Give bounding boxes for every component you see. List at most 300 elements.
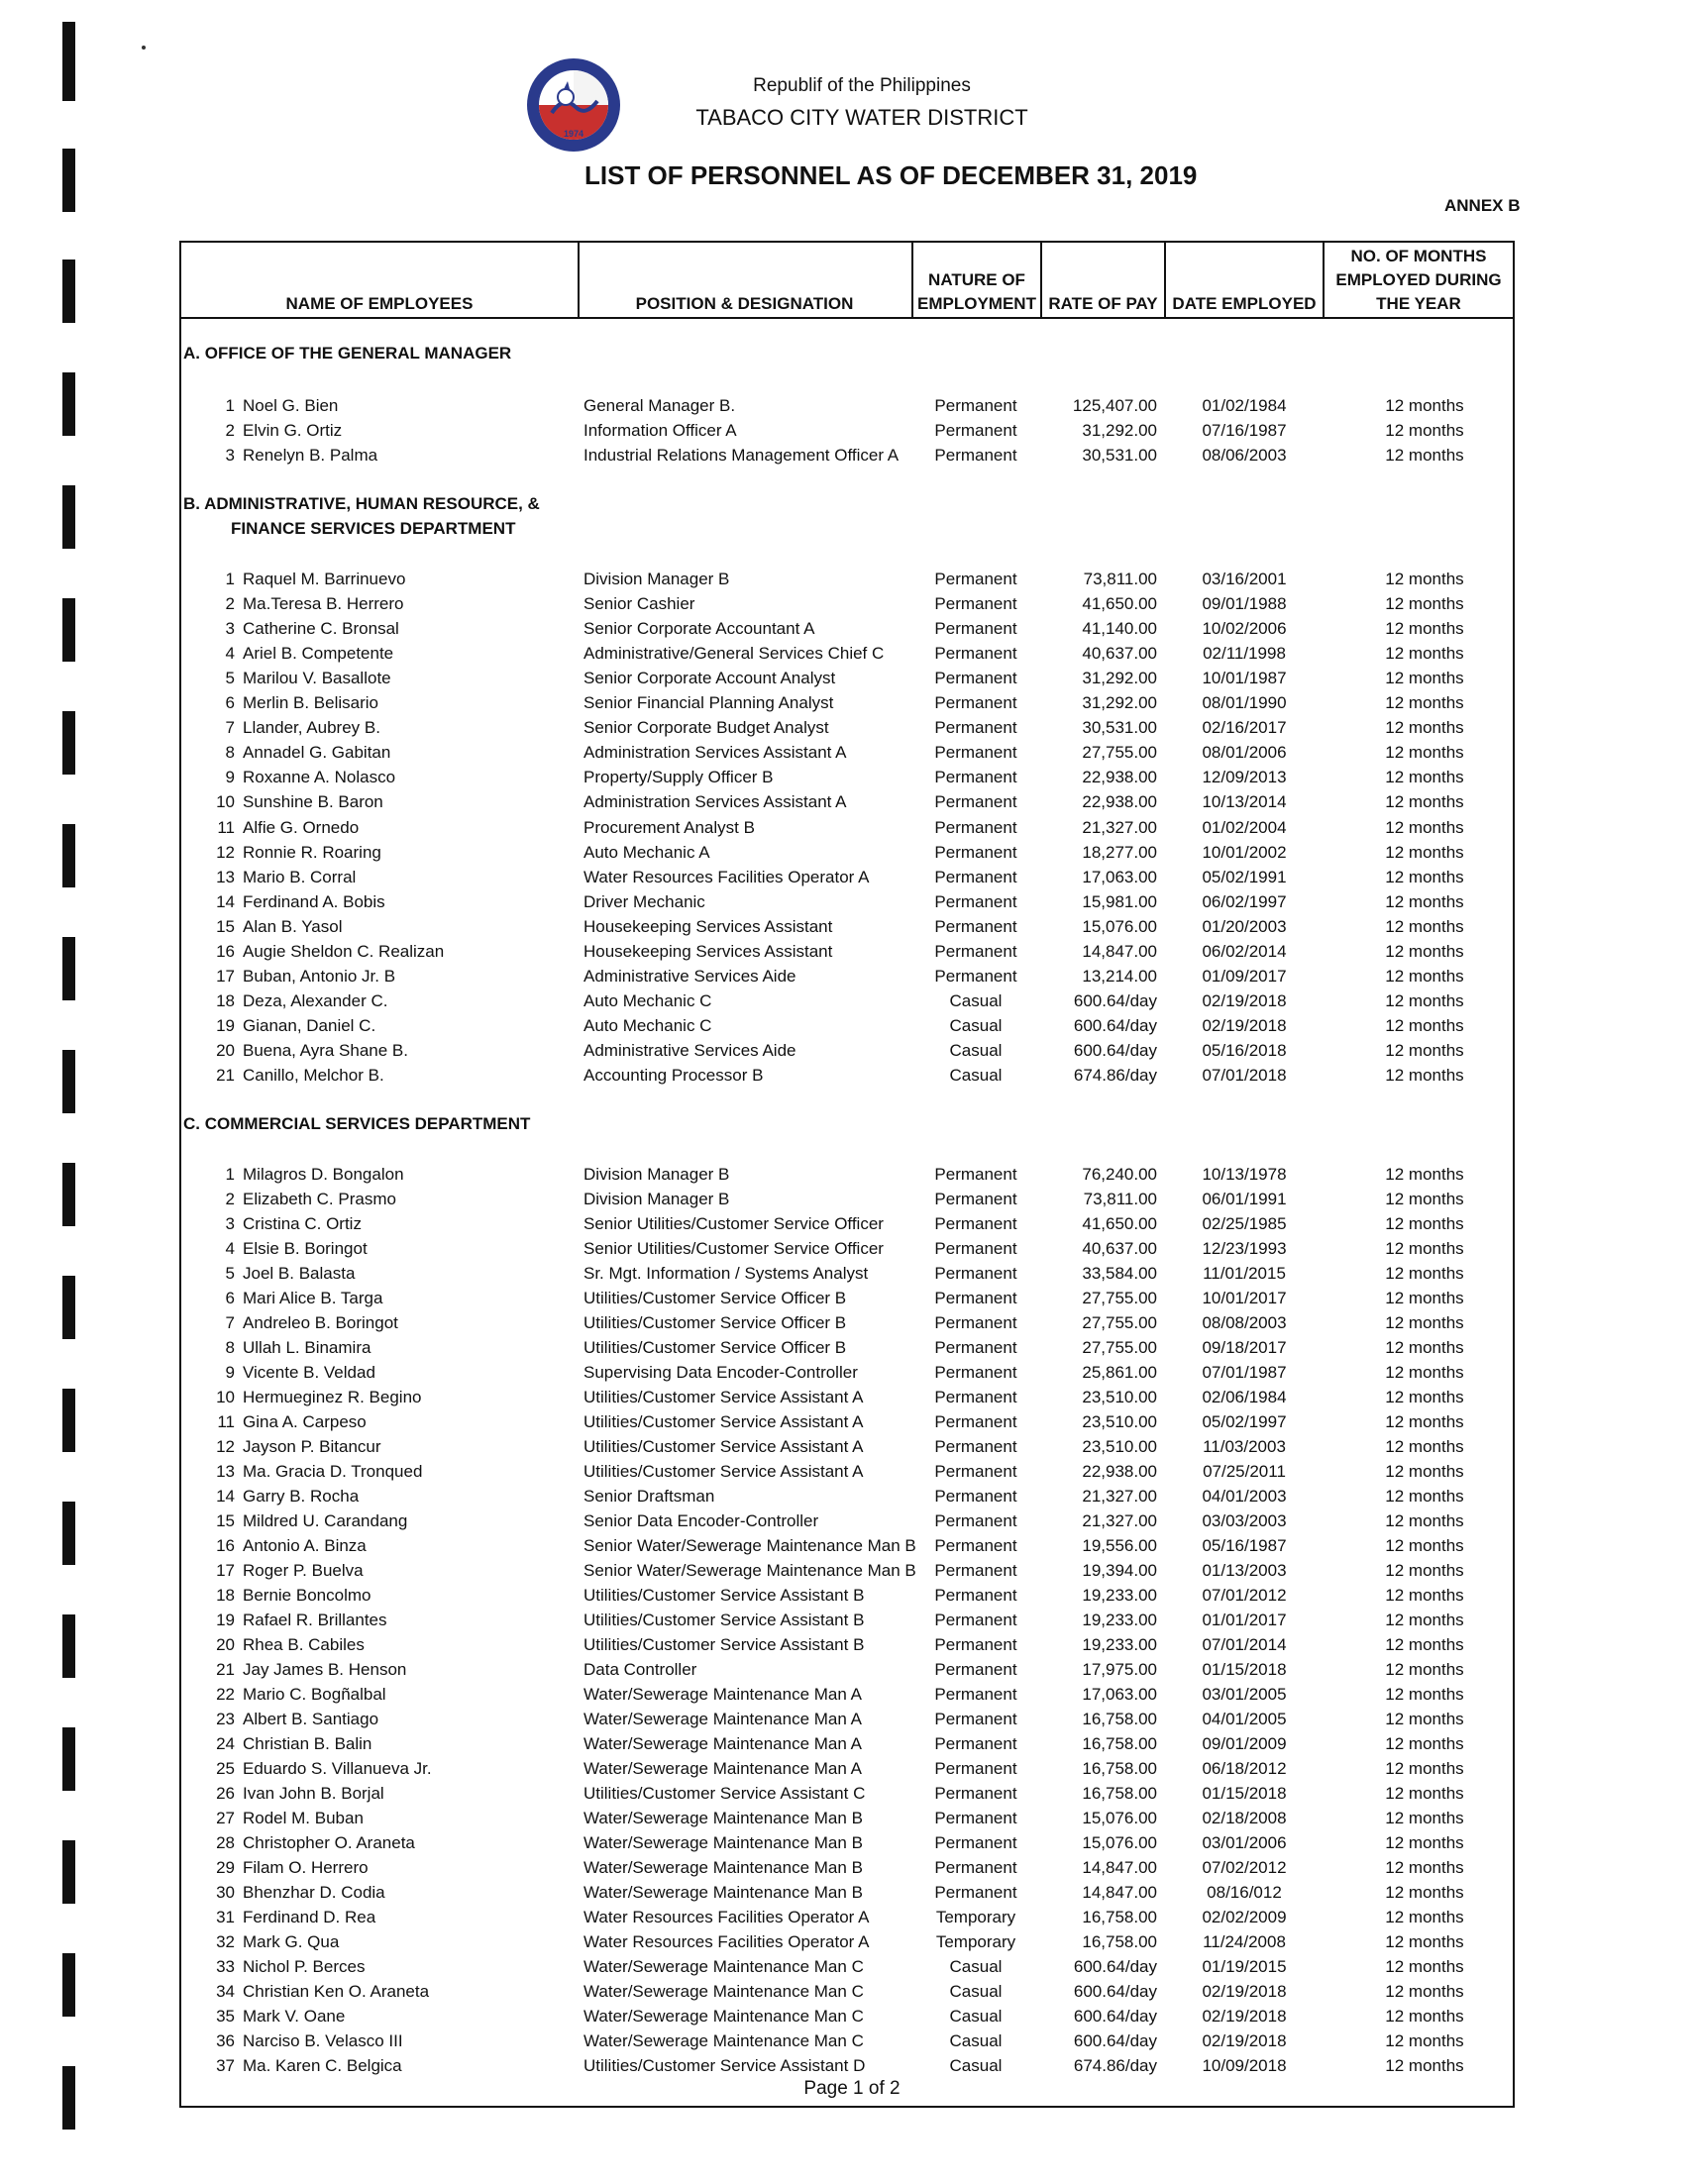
rate-of-pay: 600.64/day — [1073, 1982, 1157, 2001]
employment-nature: Permanent — [934, 644, 1017, 664]
rate-of-pay: 21,327.00 — [1082, 817, 1157, 837]
row-number: 2 — [225, 594, 235, 614]
position: Division Manager B — [583, 1190, 730, 1208]
rate-of-pay: 40,637.00 — [1082, 644, 1157, 664]
employment-nature: Permanent — [934, 1759, 1017, 1778]
employment-nature: Casual — [949, 1066, 1003, 1085]
employment-nature: Permanent — [934, 916, 1017, 936]
months-employed: 12 months — [1385, 2031, 1464, 2050]
employee-name: Llander, Aubrey B. — [243, 718, 380, 738]
row-number: 10 — [216, 1388, 235, 1406]
months-employed: 12 months — [1385, 1759, 1464, 1778]
date-employed: 01/15/2018 — [1202, 1660, 1287, 1679]
rate-of-pay: 22,938.00 — [1082, 792, 1157, 812]
rate-of-pay: 19,556.00 — [1082, 1536, 1157, 1555]
date-employed: 03/03/2003 — [1202, 1511, 1287, 1530]
rate-of-pay: 674.86/day — [1073, 2056, 1157, 2075]
rate-of-pay: 73,811.00 — [1083, 1190, 1157, 1208]
employee-name: Garry B. Rocha — [243, 1487, 360, 1506]
water-district-logo — [523, 55, 624, 155]
position: Procurement Analyst B — [583, 817, 755, 837]
rate-of-pay: 31,292.00 — [1082, 693, 1157, 713]
employment-nature: Permanent — [934, 1313, 1017, 1332]
date-employed: 07/01/1987 — [1202, 1363, 1287, 1382]
employment-nature: Permanent — [934, 1586, 1017, 1605]
position: Housekeeping Services Assistant — [583, 916, 833, 936]
employee-name: Gianan, Daniel C. — [243, 1015, 376, 1035]
employee-name: Buena, Ayra Shane B. — [243, 1040, 408, 1060]
scan-mark — [62, 22, 75, 101]
employee-name: Christopher O. Araneta — [243, 1833, 415, 1852]
row-number: 12 — [216, 842, 235, 862]
employee-name: Elizabeth C. Prasmo — [243, 1190, 396, 1208]
scan-mark — [62, 1276, 75, 1339]
date-employed: 02/16/2017 — [1202, 718, 1287, 738]
col-header-rate: RATE OF PAY — [1048, 294, 1158, 313]
months-employed: 12 months — [1385, 743, 1464, 763]
rate-of-pay: 600.64/day — [1073, 2031, 1157, 2050]
scan-mark — [62, 1163, 75, 1226]
position: Senior Corporate Budget Analyst — [583, 718, 829, 738]
employee-name: Andreleo B. Boringot — [243, 1313, 398, 1332]
date-employed: 08/06/2003 — [1202, 446, 1287, 465]
position: Division Manager B — [583, 1165, 730, 1184]
rate-of-pay: 27,755.00 — [1082, 1289, 1157, 1307]
row-number: 19 — [216, 1015, 235, 1035]
employment-nature: Permanent — [934, 867, 1017, 886]
date-employed: 01/19/2015 — [1202, 1957, 1287, 1976]
position: Auto Mechanic C — [583, 990, 712, 1010]
row-number: 15 — [216, 1511, 235, 1530]
employment-nature: Permanent — [934, 1710, 1017, 1728]
months-employed: 12 months — [1385, 1586, 1464, 1605]
employee-name: Christian B. Balin — [243, 1734, 372, 1753]
employee-name: Bhenzhar D. Codia — [243, 1883, 385, 1902]
employment-nature: Permanent — [934, 891, 1017, 911]
date-employed: 07/01/2012 — [1202, 1586, 1287, 1605]
row-number: 29 — [216, 1858, 235, 1877]
date-employed: 02/18/2008 — [1202, 1809, 1287, 1827]
row-number: 26 — [216, 1784, 235, 1803]
months-employed: 12 months — [1385, 891, 1464, 911]
date-employed: 07/01/2014 — [1202, 1635, 1287, 1654]
row-number: 1 — [225, 1165, 235, 1184]
rate-of-pay: 125,407.00 — [1072, 396, 1157, 415]
rate-of-pay: 31,292.00 — [1082, 669, 1157, 688]
rate-of-pay: 19,233.00 — [1082, 1611, 1157, 1629]
position: Utilities/Customer Service Officer B — [583, 1313, 847, 1332]
position: Senior Financial Planning Analyst — [583, 693, 834, 713]
employment-nature: Permanent — [934, 792, 1017, 812]
rate-of-pay: 15,076.00 — [1082, 916, 1157, 936]
position: Administrative Services Aide — [583, 966, 796, 986]
row-number: 16 — [216, 1536, 235, 1555]
months-employed: 12 months — [1385, 1611, 1464, 1629]
employee-name: Rhea B. Cabiles — [243, 1635, 365, 1654]
col-header-months-3: THE YEAR — [1376, 294, 1461, 313]
rate-of-pay: 23,510.00 — [1082, 1412, 1157, 1431]
months-employed: 12 months — [1385, 619, 1464, 639]
date-employed: 10/09/2018 — [1202, 2056, 1287, 2075]
row-number: 37 — [216, 2056, 235, 2075]
employee-name: Ma.Teresa B. Herrero — [243, 594, 404, 614]
rate-of-pay: 16,758.00 — [1082, 1734, 1157, 1753]
position: Utilities/Customer Service Assistant A — [583, 1437, 864, 1456]
months-employed: 12 months — [1385, 570, 1464, 588]
employment-nature: Permanent — [934, 1363, 1017, 1382]
employment-nature: Permanent — [934, 446, 1017, 465]
date-employed: 01/15/2018 — [1202, 1784, 1287, 1803]
row-number: 15 — [216, 916, 235, 936]
rate-of-pay: 19,394.00 — [1082, 1561, 1157, 1580]
employee-name: Canillo, Melchor B. — [243, 1066, 384, 1085]
date-employed: 05/16/1987 — [1202, 1536, 1287, 1555]
employment-nature: Permanent — [934, 941, 1017, 961]
position: Property/Supply Officer B — [583, 768, 774, 787]
col-header-months-2: EMPLOYED DURING — [1335, 270, 1502, 289]
employment-nature: Permanent — [934, 1214, 1017, 1233]
scan-mark — [62, 1502, 75, 1565]
date-employed: 04/01/2003 — [1202, 1487, 1287, 1506]
months-employed: 12 months — [1385, 1289, 1464, 1307]
row-number: 3 — [225, 619, 235, 639]
months-employed: 12 months — [1385, 1437, 1464, 1456]
rate-of-pay: 41,650.00 — [1082, 594, 1157, 614]
months-employed: 12 months — [1385, 1313, 1464, 1332]
employee-name: Ivan John B. Borjal — [243, 1784, 384, 1803]
employment-nature: Permanent — [934, 1858, 1017, 1877]
row-number: 32 — [216, 1932, 235, 1951]
position: Water/Sewerage Maintenance Man B — [583, 1883, 863, 1902]
date-employed: 06/18/2012 — [1202, 1759, 1287, 1778]
months-employed: 12 months — [1385, 817, 1464, 837]
scan-mark — [62, 260, 75, 323]
rate-of-pay: 18,277.00 — [1082, 842, 1157, 862]
scan-mark — [62, 149, 75, 212]
employment-nature: Permanent — [934, 842, 1017, 862]
row-number: 12 — [216, 1437, 235, 1456]
employee-name: Roxanne A. Nolasco — [243, 768, 396, 787]
date-employed: 08/16/012 — [1207, 1883, 1282, 1902]
row-number: 21 — [216, 1660, 235, 1679]
months-employed: 12 months — [1385, 1809, 1464, 1827]
row-number: 6 — [225, 1289, 235, 1307]
employment-nature: Temporary — [935, 1908, 1016, 1926]
months-employed: 12 months — [1385, 1635, 1464, 1654]
employee-name: Mario C. Bogñalbal — [243, 1685, 386, 1704]
employment-nature: Permanent — [934, 743, 1017, 763]
row-number: 13 — [216, 1462, 235, 1481]
rate-of-pay: 15,076.00 — [1082, 1809, 1157, 1827]
row-number: 14 — [216, 1487, 235, 1506]
employee-name: Ferdinand D. Rea — [243, 1908, 376, 1926]
months-employed: 12 months — [1385, 1462, 1464, 1481]
date-employed: 11/24/2008 — [1203, 1932, 1286, 1951]
position: Data Controller — [583, 1660, 697, 1679]
row-number: 8 — [225, 1338, 235, 1357]
row-number: 30 — [216, 1883, 235, 1902]
employment-nature: Permanent — [934, 1511, 1017, 1530]
months-employed: 12 months — [1385, 867, 1464, 886]
row-number: 1 — [225, 570, 235, 588]
page-number: Page 1 of 2 — [803, 2078, 901, 2099]
rate-of-pay: 600.64/day — [1073, 990, 1157, 1010]
employee-name: Alfie G. Ornedo — [243, 817, 360, 837]
scan-mark — [62, 598, 75, 662]
months-employed: 12 months — [1385, 1015, 1464, 1035]
position: Senior Corporate Account Analyst — [583, 669, 836, 688]
employee-name: Antonio A. Binza — [243, 1536, 367, 1555]
rate-of-pay: 13,214.00 — [1082, 966, 1157, 986]
months-employed: 12 months — [1385, 990, 1464, 1010]
rate-of-pay: 14,847.00 — [1082, 1858, 1157, 1877]
rate-of-pay: 600.64/day — [1073, 1015, 1157, 1035]
district-name: TABACO CITY WATER DISTRICT — [695, 105, 1028, 130]
employment-nature: Permanent — [934, 594, 1017, 614]
position: Water/Sewerage Maintenance Man A — [583, 1759, 862, 1778]
scan-mark — [62, 937, 75, 1000]
employee-name: Merlin B. Belisario — [243, 693, 378, 713]
employment-nature: Permanent — [934, 1635, 1017, 1654]
months-employed: 12 months — [1385, 2056, 1464, 2075]
employment-nature: Permanent — [934, 1412, 1017, 1431]
rate-of-pay: 22,938.00 — [1082, 768, 1157, 787]
page-title: LIST OF PERSONNEL AS OF DECEMBER 31, 2019 — [584, 160, 1198, 190]
row-number: 23 — [216, 1710, 235, 1728]
employee-name: Sunshine B. Baron — [243, 792, 383, 812]
employee-name: Mario B. Corral — [243, 867, 357, 886]
rate-of-pay: 25,861.00 — [1082, 1363, 1157, 1382]
employee-name: Mari Alice B. Targa — [243, 1289, 383, 1307]
position: Utilities/Customer Service Assistant A — [583, 1462, 864, 1481]
rate-of-pay: 674.86/day — [1073, 1066, 1157, 1085]
date-employed: 02/19/2018 — [1202, 990, 1287, 1010]
date-employed: 10/01/2002 — [1202, 842, 1287, 862]
position: Utilities/Customer Service Assistant B — [583, 1586, 865, 1605]
row-number: 17 — [216, 1561, 235, 1580]
date-employed: 04/01/2005 — [1202, 1710, 1287, 1728]
employee-name: Catherine C. Bronsal — [243, 619, 399, 639]
date-employed: 07/25/2011 — [1203, 1462, 1286, 1481]
date-employed: 10/13/1978 — [1202, 1165, 1287, 1184]
position: Water/Sewerage Maintenance Man A — [583, 1685, 862, 1704]
date-employed: 07/02/2012 — [1202, 1858, 1287, 1877]
date-employed: 08/08/2003 — [1202, 1313, 1287, 1332]
position: Utilities/Customer Service Assistant B — [583, 1611, 865, 1629]
months-employed: 12 months — [1385, 1239, 1464, 1258]
rate-of-pay: 30,531.00 — [1082, 718, 1157, 738]
rate-of-pay: 41,650.00 — [1082, 1214, 1157, 1233]
employment-nature: Permanent — [934, 1437, 1017, 1456]
date-employed: 12/09/2013 — [1202, 768, 1287, 787]
row-number: 4 — [225, 1239, 235, 1258]
date-employed: 02/06/1984 — [1202, 1388, 1287, 1406]
col-header-position: POSITION & DESIGNATION — [635, 294, 854, 313]
date-employed: 03/16/2001 — [1202, 570, 1287, 588]
employment-nature: Permanent — [934, 1784, 1017, 1803]
employment-nature: Permanent — [934, 1239, 1017, 1258]
months-employed: 12 months — [1385, 1040, 1464, 1060]
employment-nature: Casual — [949, 990, 1003, 1010]
position: Water Resources Facilities Operator A — [583, 1932, 870, 1951]
months-employed: 12 months — [1385, 2007, 1464, 2026]
rate-of-pay: 600.64/day — [1073, 1040, 1157, 1060]
employee-name: Alan B. Yasol — [243, 916, 343, 936]
row-number: 35 — [216, 2007, 235, 2026]
row-number: 18 — [216, 990, 235, 1010]
scan-mark — [62, 1953, 75, 2017]
row-number: 20 — [216, 1635, 235, 1654]
employee-name: Jay James B. Henson — [243, 1660, 407, 1679]
scan-mark — [62, 485, 75, 549]
col-header-name: NAME OF EMPLOYEES — [285, 294, 474, 313]
employment-nature: Permanent — [934, 1611, 1017, 1629]
employee-name: Raquel M. Barrinuevo — [243, 570, 406, 588]
row-number: 13 — [216, 867, 235, 886]
date-employed: 10/13/2014 — [1202, 792, 1287, 812]
employee-name: Renelyn B. Palma — [243, 446, 378, 465]
position: Senior Utilities/Customer Service Officer — [583, 1214, 884, 1233]
employee-name: Elsie B. Boringot — [243, 1239, 368, 1258]
rate-of-pay: 14,847.00 — [1082, 1883, 1157, 1902]
row-number: 14 — [216, 891, 235, 911]
months-employed: 12 months — [1385, 768, 1464, 787]
logo-year: 1974 — [563, 129, 584, 139]
section-heading-c: C. COMMERCIAL SERVICES DEPARTMENT — [183, 1114, 531, 1133]
employee-name: Deza, Alexander C. — [243, 990, 388, 1010]
scan-mark — [62, 2066, 75, 2130]
date-employed: 11/01/2015 — [1203, 1264, 1286, 1283]
employee-name: Roger P. Buelva — [243, 1561, 364, 1580]
employee-name: Marilou V. Basallote — [243, 669, 391, 688]
row-number: 8 — [225, 743, 235, 763]
position: Administrative/General Services Chief C — [583, 644, 885, 664]
row-number: 36 — [216, 2031, 235, 2050]
row-number: 11 — [217, 817, 235, 837]
date-employed: 10/01/2017 — [1202, 1289, 1287, 1307]
employment-nature: Permanent — [934, 1660, 1017, 1679]
date-employed: 02/02/2009 — [1202, 1908, 1287, 1926]
date-employed: 06/01/1991 — [1202, 1190, 1287, 1208]
date-employed: 05/02/1991 — [1202, 867, 1287, 886]
months-employed: 12 months — [1385, 718, 1464, 738]
employment-nature: Casual — [949, 1040, 1003, 1060]
position: Administration Services Assistant A — [583, 792, 847, 812]
rate-of-pay: 30,531.00 — [1082, 446, 1157, 465]
date-employed: 03/01/2005 — [1202, 1685, 1287, 1704]
date-employed: 06/02/1997 — [1202, 891, 1287, 911]
date-employed: 05/16/2018 — [1202, 1040, 1287, 1060]
employment-nature: Casual — [949, 2031, 1003, 2050]
date-employed: 02/19/2018 — [1202, 1982, 1287, 2001]
position: Senior Cashier — [583, 594, 695, 614]
months-employed: 12 months — [1385, 842, 1464, 862]
employee-name: Rafael R. Brillantes — [243, 1611, 387, 1629]
rate-of-pay: 23,510.00 — [1082, 1437, 1157, 1456]
rate-of-pay: 15,981.00 — [1082, 891, 1157, 911]
position: Accounting Processor B — [583, 1066, 764, 1085]
position: Utilities/Customer Service Officer B — [583, 1289, 847, 1307]
months-employed: 12 months — [1385, 1536, 1464, 1555]
employee-name: Cristina C. Ortiz — [243, 1214, 362, 1233]
months-employed: 12 months — [1385, 1487, 1464, 1506]
position: Utilities/Customer Service Officer B — [583, 1338, 847, 1357]
date-employed: 09/01/1988 — [1202, 594, 1287, 614]
rate-of-pay: 14,847.00 — [1082, 941, 1157, 961]
row-number: 9 — [225, 1363, 235, 1382]
row-number: 1 — [225, 396, 235, 415]
date-employed: 02/19/2018 — [1202, 2007, 1287, 2026]
date-employed: 10/02/2006 — [1202, 619, 1287, 639]
employee-name: Joel B. Balasta — [243, 1264, 356, 1283]
rate-of-pay: 27,755.00 — [1082, 1338, 1157, 1357]
employee-name: Ma. Gracia D. Tronqued — [243, 1462, 423, 1481]
annex-label: ANNEX B — [1444, 196, 1521, 215]
position: Division Manager B — [583, 570, 730, 588]
position: Water/Sewerage Maintenance Man B — [583, 1858, 863, 1877]
employee-name: Ronnie R. Roaring — [243, 842, 381, 862]
employment-nature: Permanent — [934, 817, 1017, 837]
date-employed: 02/11/1998 — [1203, 644, 1286, 664]
scan-mark — [62, 1840, 75, 1904]
row-number: 2 — [225, 421, 235, 440]
employment-nature: Permanent — [934, 421, 1017, 440]
rate-of-pay: 15,076.00 — [1082, 1833, 1157, 1852]
col-header-date: DATE EMPLOYED — [1172, 294, 1317, 313]
date-employed: 03/01/2006 — [1202, 1833, 1287, 1852]
row-number: 31 — [216, 1908, 235, 1926]
rate-of-pay: 76,240.00 — [1082, 1165, 1157, 1184]
employment-nature: Permanent — [934, 768, 1017, 787]
date-employed: 01/13/2003 — [1202, 1561, 1287, 1580]
employee-name: Albert B. Santiago — [243, 1710, 379, 1728]
employee-name: Mildred U. Carandang — [243, 1511, 408, 1530]
row-number: 18 — [216, 1586, 235, 1605]
employee-name: Ma. Karen C. Belgica — [243, 2056, 402, 2075]
row-number: 19 — [216, 1611, 235, 1629]
row-number: 3 — [225, 446, 235, 465]
months-employed: 12 months — [1385, 1784, 1464, 1803]
rate-of-pay: 40,637.00 — [1082, 1239, 1157, 1258]
position: Senior Water/Sewerage Maintenance Man B — [583, 1561, 916, 1580]
position: General Manager B. — [583, 396, 736, 415]
header-divider — [179, 317, 1515, 319]
position: Industrial Relations Management Officer A — [583, 446, 900, 465]
employee-name: Augie Sheldon C. Realizan — [243, 941, 445, 961]
employment-nature: Casual — [949, 2007, 1003, 2026]
employee-name: Ariel B. Competente — [243, 644, 394, 664]
rate-of-pay: 19,233.00 — [1082, 1586, 1157, 1605]
position: Utilities/Customer Service Assistant C — [583, 1784, 866, 1803]
date-employed: 08/01/2006 — [1202, 743, 1287, 763]
months-employed: 12 months — [1385, 1957, 1464, 1976]
employment-nature: Permanent — [934, 669, 1017, 688]
months-employed: 12 months — [1385, 1412, 1464, 1431]
scan-mark — [62, 1614, 75, 1678]
date-employed: 01/02/2004 — [1202, 817, 1287, 837]
row-number: 2 — [225, 1190, 235, 1208]
position: Water/Sewerage Maintenance Man C — [583, 1982, 864, 2001]
employment-nature: Permanent — [934, 396, 1017, 415]
row-number: 21 — [216, 1066, 235, 1085]
months-employed: 12 months — [1385, 941, 1464, 961]
employee-name: Bernie Boncolmo — [243, 1586, 371, 1605]
rate-of-pay: 16,758.00 — [1082, 1908, 1157, 1926]
row-number: 7 — [225, 1313, 235, 1332]
row-number: 28 — [216, 1833, 235, 1852]
rate-of-pay: 19,233.00 — [1082, 1635, 1157, 1654]
months-employed: 12 months — [1385, 446, 1464, 465]
